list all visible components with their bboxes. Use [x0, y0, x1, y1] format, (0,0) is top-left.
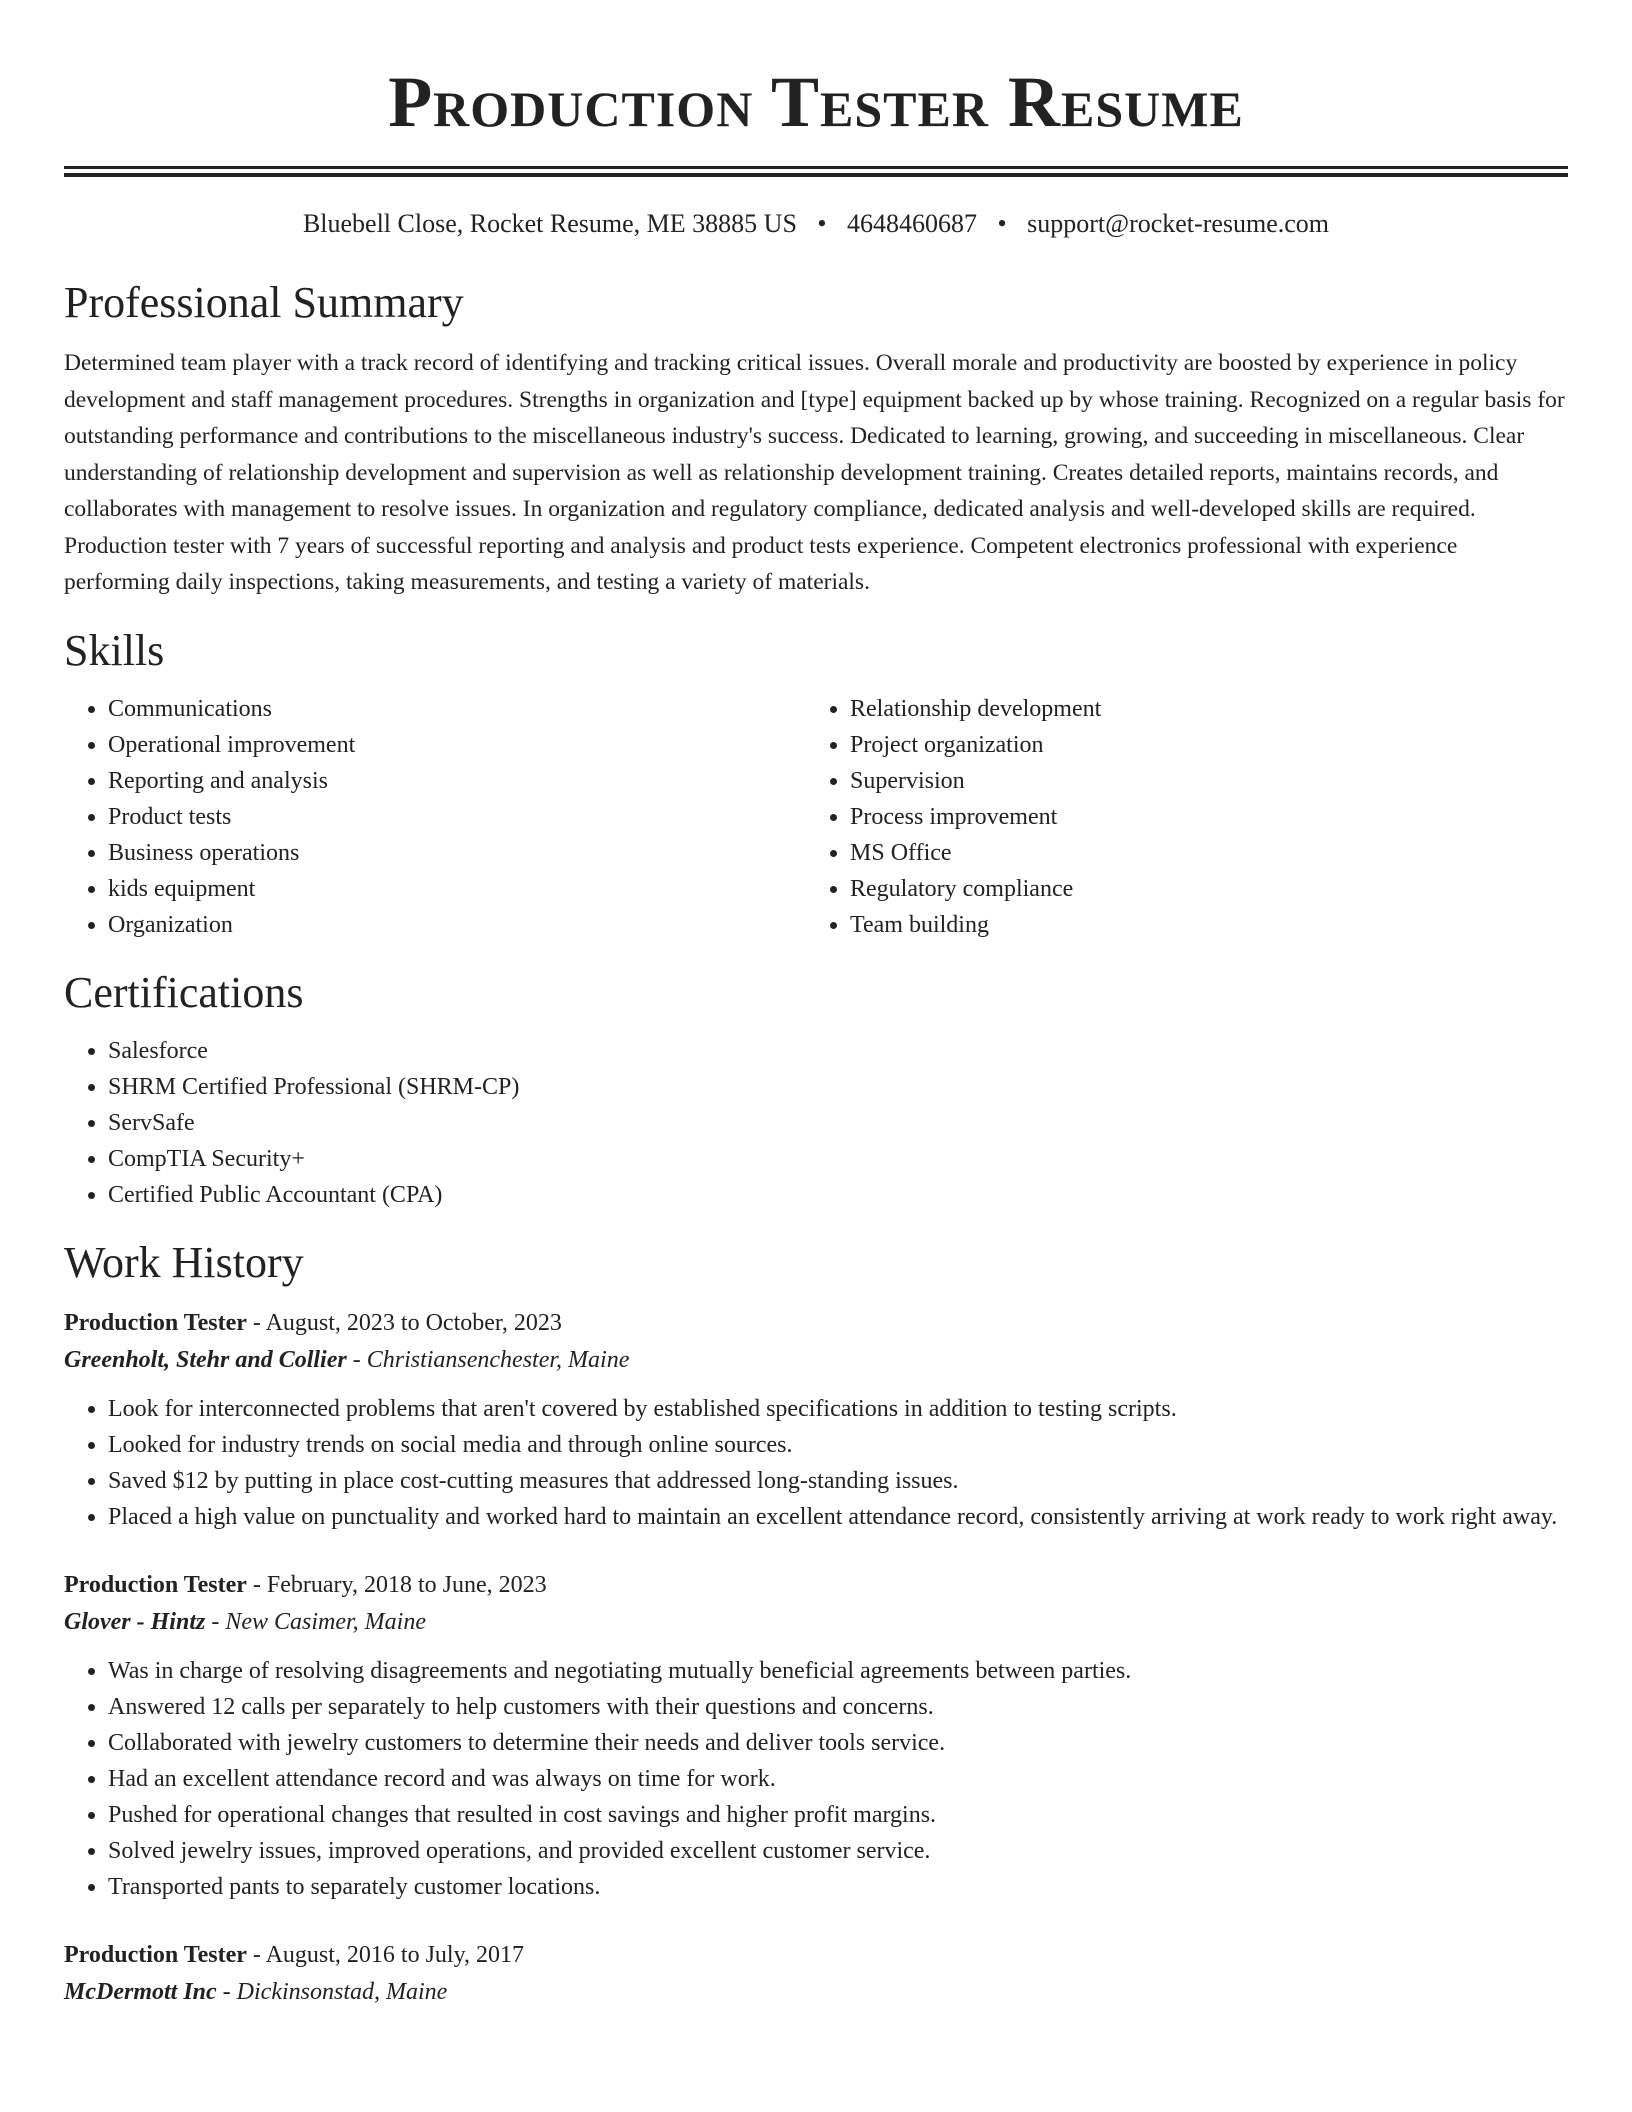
certification-item: • ServSafe	[108, 1105, 1568, 1141]
job-entry	[64, 1937, 1568, 2011]
job-bullet: • Collaborated with jewelry customers to determine their needs and deliver tools service.	[108, 1725, 1568, 1761]
job-title-line: Production Tester - February, 2018 to June, 2023	[64, 1571, 547, 1598]
certifications-heading: Certifications	[64, 967, 304, 1017]
contact-separator: •	[817, 209, 827, 238]
job-bullet: • Had an excellent attendance record and was always on time for work.	[108, 1761, 1568, 1797]
job-bullet: • Solved jewelry issues, improved operations, and provided excellent customer service.	[108, 1833, 1568, 1869]
job-company: Greenholt, Stehr and Collier	[64, 1346, 347, 1373]
job-bullet: • Saved $12 by putting in place cost-cutting measures that addressed long-standing issues.	[108, 1463, 1568, 1499]
job-bullet: • Look for interconnected problems that aren't covered by established specifications in addition to testing scripts.	[108, 1391, 1568, 1427]
contact-email: support@rocket-resume.com	[1027, 209, 1330, 238]
skill-item: • Relationship development	[850, 691, 1548, 727]
job-entry	[64, 1305, 1568, 1535]
contact-line	[64, 207, 1568, 241]
page-title: Production Tester Resume	[388, 62, 1244, 142]
skill-item: • Project organization	[850, 727, 1548, 763]
certification-item: • Salesforce	[108, 1033, 1568, 1069]
job-dates: August, 2016 to July, 2017	[265, 1941, 525, 1968]
certification-item: • CompTIA Security+	[108, 1141, 1568, 1177]
skills-columns	[64, 691, 1568, 943]
job-title-line: Production Tester - August, 2016 to July, 2017	[64, 1941, 525, 1968]
skill-item: • Operational improvement	[108, 727, 806, 763]
skills-right-column	[806, 691, 1548, 943]
certification-item: • Certified Public Accountant (CPA)	[108, 1177, 1568, 1213]
job-title: Production Tester	[64, 1941, 247, 1968]
skill-item: • MS Office	[850, 835, 1548, 871]
skill-item: • Organization	[108, 907, 806, 943]
job-company-line: McDermott Inc - Dickinsonstad, Maine	[64, 1978, 448, 2005]
skill-item: • Process improvement	[850, 799, 1548, 835]
job-entry	[64, 1567, 1568, 1905]
job-bullet: • Looked for industry trends on social media and through online sources.	[108, 1427, 1568, 1463]
skills-heading: Skills	[64, 625, 165, 675]
summary-heading: Professional Summary	[64, 278, 464, 327]
contact-phone: 4648460687	[847, 209, 978, 238]
skills-left-list	[64, 691, 806, 943]
skill-item: • Regulatory compliance	[850, 871, 1548, 907]
skill-item: • Business operations	[108, 835, 806, 871]
skill-item: • kids equipment	[108, 871, 806, 907]
job-company-line: Glover - Hintz - New Casimer, Maine	[64, 1608, 426, 1635]
skill-item: • Product tests	[108, 799, 806, 835]
skills-left-column	[64, 691, 806, 943]
job-title: Production Tester	[64, 1571, 247, 1598]
contact-address: Bluebell Close, Rocket Resume, ME 38885 US	[302, 209, 797, 238]
certifications-list	[64, 1033, 1568, 1213]
job-bullet: • Placed a high value on punctuality and worked hard to maintain an excellent attendance record, consistently arriving at work ready to work right away.	[108, 1499, 1568, 1535]
skills-right-list	[806, 691, 1548, 943]
contact-separator: •	[997, 209, 1007, 238]
job-bullet: • Answered 12 calls per separately to help customers with their questions and concerns.	[108, 1689, 1568, 1725]
job-company: McDermott Inc	[64, 1978, 217, 2005]
job-company: Glover - Hintz	[64, 1608, 206, 1635]
skill-item: • Supervision	[850, 763, 1548, 799]
work-history-heading: Work History	[64, 1237, 304, 1287]
job-location: New Casimer, Maine	[225, 1608, 426, 1635]
skill-item: • Communications	[108, 691, 806, 727]
summary-text: Determined team player with a track record of identifying and tracking critical issues. Overall morale and productivity are boosted by experience in policy development and staff management procedures. Strengths in organization and [type] equipment backed up by whose training. Recognized on a regular basis for outstanding performance and contributions to the miscellaneous industry's success. Dedicated to learning, growing, and succeeding in miscellaneous. Clear understanding of relationship development and supervision as well as relationship development training. Creates detailed reports, maintains records, and collaborates with management to resolve issues. In organization and regulatory compliance, dedicated analysis and well-developed skills are required. Production tester with 7 years of successful reporting and analysis and product tests experience. Competent electronics professional with experience performing daily inspections, taking measurements, and testing a variety of materials.	[64, 350, 1565, 595]
title-divider	[64, 166, 1568, 177]
job-company-line: Greenholt, Stehr and Collier - Christiansenchester, Maine	[64, 1346, 630, 1373]
job-title-line: Production Tester - August, 2023 to October, 2023	[64, 1309, 562, 1336]
job-bullets	[64, 1653, 1568, 1905]
job-dates: August, 2023 to October, 2023	[265, 1309, 562, 1336]
skill-item: • Team building	[850, 907, 1548, 943]
job-bullet: • Transported pants to separately customer locations.	[108, 1869, 1568, 1905]
skill-item: • Reporting and analysis	[108, 763, 806, 799]
job-dates: February, 2018 to June, 2023	[266, 1571, 547, 1598]
certification-item: • SHRM Certified Professional (SHRM-CP)	[108, 1069, 1568, 1105]
job-location: Dickinsonstad, Maine	[236, 1978, 448, 2005]
job-title: Production Tester	[64, 1309, 247, 1336]
job-bullets	[64, 1391, 1568, 1535]
job-bullet: • Was in charge of resolving disagreements and negotiating mutually beneficial agreements between parties.	[108, 1653, 1568, 1689]
job-location: Christiansenchester, Maine	[366, 1346, 630, 1373]
resume-page	[64, 0, 1568, 2011]
job-bullet: • Pushed for operational changes that resulted in cost savings and higher profit margins.	[108, 1797, 1568, 1833]
